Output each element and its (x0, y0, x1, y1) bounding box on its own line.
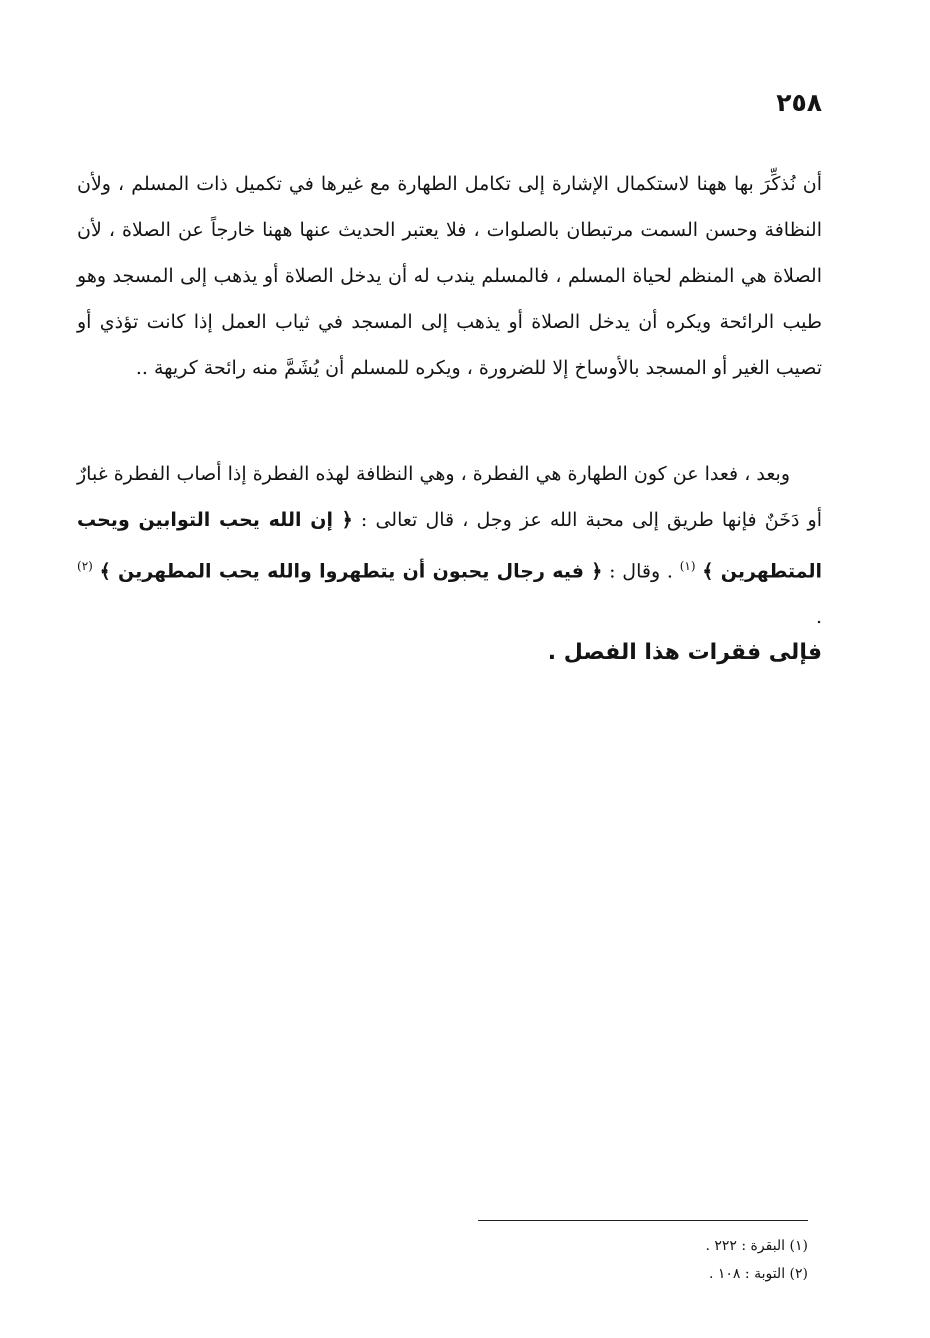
footnote-ref-1: (١) (679, 559, 696, 573)
paragraph-2-end: . (815, 606, 822, 629)
quran-verse-2: ﴿ فيه رجال يحبون أن يتطهروا والله يحب المطهرين ﴾ (99, 560, 603, 583)
footnote-1: (١) البقرة : ٢٢٢ . (705, 1238, 808, 1254)
quran-verse-1: ﴿ إن الله يحب التوابين ويحب المتطهرين ﴾ (77, 509, 822, 583)
chapter-conclusion: فإلى فقرات هذا الفصل . (547, 640, 822, 665)
paragraph-2-middle: . وقال : (609, 560, 673, 583)
footnote-divider (478, 1220, 808, 1221)
footnote-ref-2: (٢) (77, 559, 93, 573)
paragraph-2-intro: وبعد ، فعدا عن كون الطهارة هي الفطرة ، وهي النظافة لهذه الفطرة إذا أصاب الفطرة غبارٌ أو دَخَنٌ فإنها طريق إلى محبة الله عز وجل ، قال تعالى : (77, 463, 822, 531)
footnotes (508, 1232, 808, 1288)
paragraph-1: أن نُذكِّرَ بها ههنا لاستكمال الإشارة إلى تكامل الطهارة مع غيرها في تكميل ذات المسلم ، ولأن النظافة وحسن السمت مرتبطان بالصلوات ، فلا يعتبر الحديث عنها ههنا خارجاً عن الصلاة ، لأن الصلاة هي المنظم لحياة المسلم ، فالمسلم يندب له أن يدخل الصلاة أو يذهب إلى المسجد وهو طيب الرائحة ويكره أن يدخل الصلاة أو يذهب إلى المسجد في ثياب العمل إذا كانت تؤذي أو تصيب الغير أو المسجد بالأوساخ إلا للضرورة ، ويكره للمسلم أن يُشَمَّ منه رائحة كريهة .. (77, 173, 822, 379)
page-number: ٢٥٨ (776, 88, 822, 117)
footnote-2: (٢) التوبة : ١٠٨ . (708, 1266, 808, 1282)
paragraph-2 (77, 451, 822, 640)
